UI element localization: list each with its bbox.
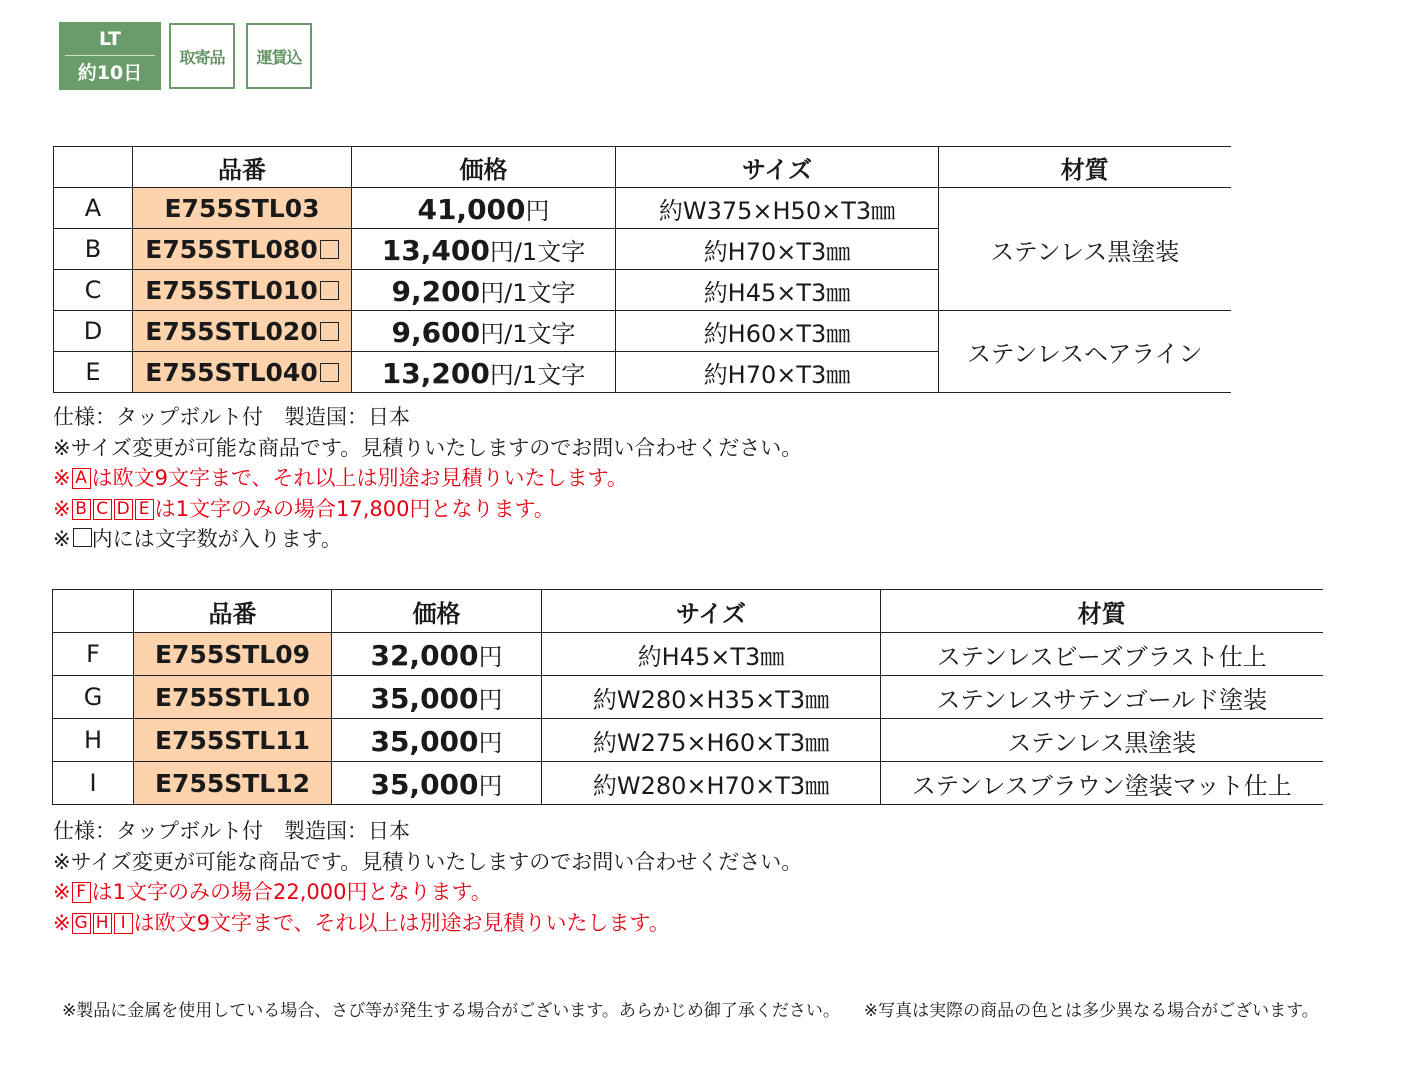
spec-note: 仕様：タップボルト付 製造国：日本 — [53, 405, 410, 429]
product-code: E755STL010 — [145, 275, 318, 305]
table-header-row — [53, 590, 1323, 633]
price-unit: 円/1文字 — [480, 278, 576, 307]
price-value: 13,400 — [381, 233, 490, 267]
price-cell — [352, 311, 616, 352]
price-unit: 円 — [478, 685, 503, 714]
notes-block-2 — [53, 816, 802, 938]
note-a — [53, 463, 802, 494]
letter-box: G — [72, 913, 91, 934]
size-cell: 約H70×T3㎜ — [616, 229, 939, 270]
char-count-box-icon — [320, 322, 339, 341]
material-cell: ステンレスサテンゴールド塗装 — [881, 676, 1323, 719]
size-cell: 約W275×H60×T3㎜ — [542, 719, 881, 762]
note-text: 内には文字数が入ります。 — [91, 527, 342, 551]
price-cell — [332, 676, 542, 719]
row-id: C — [54, 270, 133, 311]
row-id: H — [53, 719, 134, 762]
shipping-included-badge: 運賃込 — [246, 23, 312, 89]
product-code: E755STL10 — [134, 676, 332, 719]
product-table-1 — [53, 146, 1231, 393]
lead-time-label: LT — [65, 22, 155, 56]
price-value: 9,200 — [391, 274, 481, 308]
note-mark: ※ — [53, 880, 71, 904]
price-cell — [352, 352, 616, 393]
header-price: 価格 — [352, 147, 616, 188]
letter-box: I — [114, 913, 133, 934]
price-cell — [332, 762, 542, 805]
letter-box: E — [135, 499, 154, 520]
note-mark: ※ — [53, 527, 71, 551]
char-count-box-icon — [320, 240, 339, 259]
table-row — [53, 633, 1323, 676]
price-unit: 円/1文字 — [489, 237, 586, 266]
product-code-cell — [133, 270, 352, 311]
order-item-badge: 取寄品 — [169, 23, 235, 89]
price-unit: 円/1文字 — [480, 319, 576, 348]
letter-box: F — [72, 882, 91, 903]
header-id — [54, 147, 133, 188]
row-id: A — [54, 188, 133, 229]
note-g-i — [53, 908, 802, 939]
table-row — [54, 188, 1231, 229]
header-price: 価格 — [332, 590, 542, 633]
material-cell: ステンレス黒塗装 — [881, 719, 1323, 762]
char-count-box-icon — [320, 281, 339, 300]
size-cell: 約W375×H50×T3㎜ — [616, 188, 939, 229]
price-cell — [332, 633, 542, 676]
product-table-2 — [52, 589, 1323, 805]
lead-time-badge — [59, 22, 161, 90]
product-code-cell — [133, 352, 352, 393]
box-note — [53, 524, 802, 555]
note-text: は欧文9文字まで、それ以上は別途お見積りいたします。 — [133, 910, 670, 935]
note-f — [53, 877, 802, 908]
letter-box: D — [114, 499, 133, 520]
price-unit: 円/1文字 — [489, 360, 586, 389]
price-cell — [332, 719, 542, 762]
size-cell: 約H60×T3㎜ — [616, 311, 939, 352]
note-mark: ※ — [53, 910, 71, 935]
price-unit: 円 — [478, 728, 503, 757]
size-change-note: ※サイズ変更が可能な商品です。見積りいたしますのでお問い合わせください。 — [53, 435, 803, 460]
product-code: E755STL12 — [134, 762, 332, 805]
row-id: G — [53, 676, 134, 719]
spec-note: 仕様：タップボルト付 製造国：日本 — [53, 819, 410, 843]
table-row — [54, 311, 1231, 352]
note-b-e — [53, 494, 802, 525]
price-cell — [352, 188, 616, 229]
row-id: F — [53, 633, 134, 676]
price-value: 9,600 — [391, 315, 481, 349]
table-row — [53, 676, 1323, 719]
material-cell: ステンレス黒塗装 — [939, 188, 1231, 311]
row-id: I — [53, 762, 134, 805]
price-unit: 円 — [478, 642, 503, 671]
lead-time-value: 約10日 — [77, 62, 143, 84]
price-value: 32,000 — [370, 638, 479, 672]
table-header-row — [54, 147, 1231, 188]
header-code: 品番 — [134, 590, 332, 633]
product-code-cell — [133, 311, 352, 352]
note-mark: ※ — [53, 466, 71, 490]
product-code: E755STL020 — [145, 316, 318, 346]
size-change-note: ※サイズ変更が可能な商品です。見積りいたしますのでお問い合わせください。 — [53, 849, 803, 874]
char-count-box-icon — [73, 528, 92, 547]
size-cell: 約W280×H70×T3㎜ — [542, 762, 881, 805]
note-text: は欧文9文字まで、それ以上は別途お見積りいたします。 — [91, 466, 628, 490]
header-code: 品番 — [133, 147, 352, 188]
price-cell — [352, 270, 616, 311]
header-id — [53, 590, 134, 633]
price-value: 35,000 — [370, 767, 479, 801]
size-cell: 約H45×T3㎜ — [542, 633, 881, 676]
material-cell: ステンレスブラウン塗装マット仕上 — [881, 762, 1323, 805]
product-code: E755STL040 — [145, 357, 318, 387]
letter-box: B — [72, 499, 91, 520]
letter-box: C — [93, 499, 112, 520]
table-row — [53, 719, 1323, 762]
product-code: E755STL03 — [133, 188, 352, 229]
footer-notes — [62, 996, 1319, 1021]
header-size: サイズ — [542, 590, 881, 633]
product-code: E755STL080 — [145, 234, 318, 264]
price-value: 35,000 — [370, 724, 479, 758]
material-cell: ステンレスヘアライン — [939, 311, 1231, 393]
letter-box: H — [93, 913, 112, 934]
char-count-box-icon — [320, 363, 339, 382]
notes-block-1 — [53, 402, 802, 555]
header-material: 材質 — [881, 590, 1323, 633]
material-cell: ステンレスビーズブラスト仕上 — [881, 633, 1323, 676]
note-text: は1文字のみの場合17,800円となります。 — [154, 496, 555, 521]
row-id: B — [54, 229, 133, 270]
size-cell: 約W280×H35×T3㎜ — [542, 676, 881, 719]
letter-box: A — [72, 468, 91, 489]
size-cell: 約H45×T3㎜ — [616, 270, 939, 311]
header-size: サイズ — [616, 147, 939, 188]
row-id: D — [54, 311, 133, 352]
size-cell: 約H70×T3㎜ — [616, 352, 939, 393]
product-code: E755STL11 — [134, 719, 332, 762]
price-value: 35,000 — [370, 681, 479, 715]
row-id: E — [54, 352, 133, 393]
price-unit: 円 — [525, 196, 550, 225]
note-text: は1文字のみの場合22,000円となります。 — [91, 880, 492, 904]
metal-rust-note: ※製品に金属を使用している場合、さび等が発生する場合がございます。あらかじめ御了承ください。 — [62, 1001, 840, 1021]
product-code-cell — [133, 229, 352, 270]
price-unit: 円 — [478, 771, 503, 800]
table-row — [53, 762, 1323, 805]
price-cell — [352, 229, 616, 270]
product-code: E755STL09 — [134, 633, 332, 676]
price-value: 13,200 — [381, 356, 490, 390]
note-mark: ※ — [53, 496, 71, 521]
photo-color-note: ※写真は実際の商品の色とは多少異なる場合がございます。 — [863, 1001, 1319, 1021]
header-material: 材質 — [939, 147, 1231, 188]
price-value: 41,000 — [417, 192, 526, 226]
